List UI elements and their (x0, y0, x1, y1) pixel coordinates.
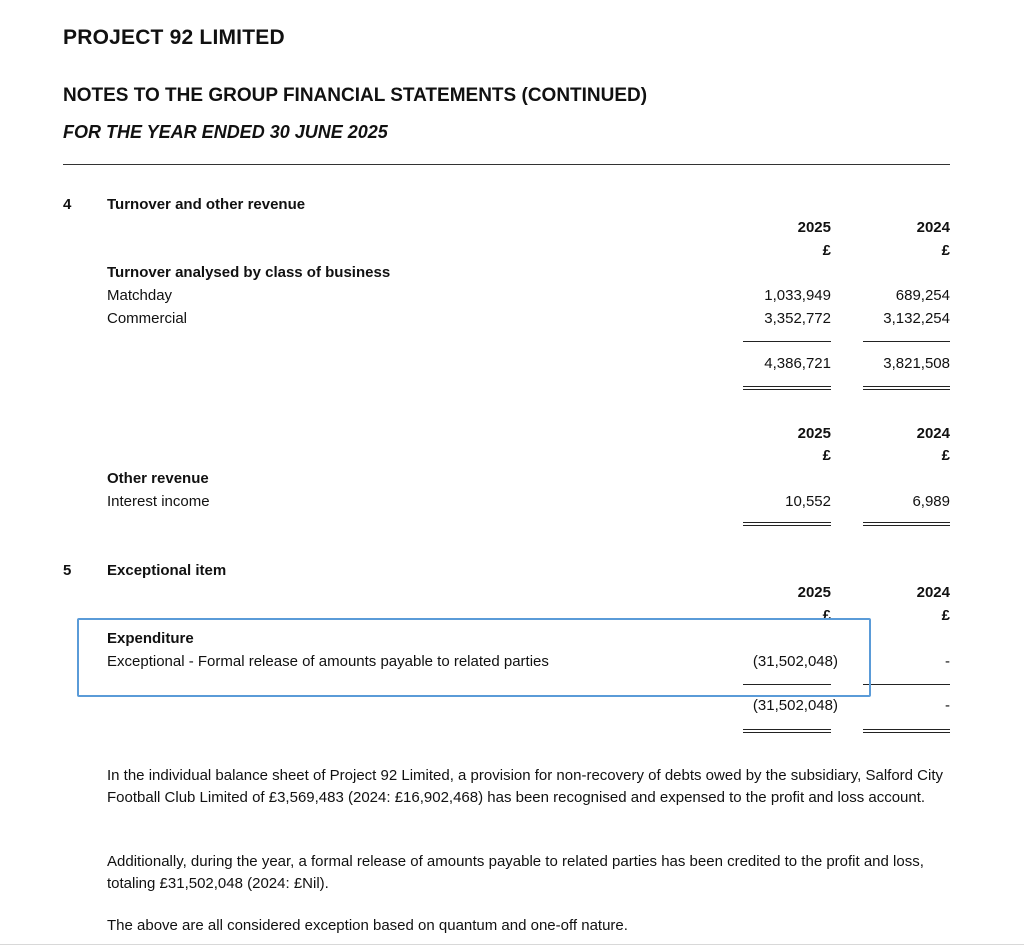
turnover-currency-2024: £ (941, 242, 950, 259)
turnover-year-2024: 2024 (916, 219, 950, 236)
exceptional-double-rule-2025 (743, 729, 831, 733)
exceptional-row-value-2025: (31,502,048) (752, 653, 838, 670)
turnover-total-2025: 4,386,721 (764, 355, 831, 372)
selection-highlight-box (77, 618, 871, 697)
note5-title: Exceptional item (107, 562, 227, 579)
turnover-row-value-2024: 689,254 (895, 287, 950, 304)
turnover-total-2024: 3,821,508 (883, 355, 950, 372)
exceptional-currency-2024: £ (941, 607, 950, 624)
exceptional-subtotal-rule-2024 (863, 684, 950, 685)
note4-title: Turnover and other revenue (107, 196, 306, 213)
other-double-rule-2025 (743, 522, 831, 526)
note4-number: 4 (63, 196, 72, 213)
exceptional-row-label: Exceptional - Formal release of amounts payable to related parties (107, 653, 549, 670)
turnover-currency-2025: £ (822, 242, 831, 259)
exceptional-currency-2025: £ (822, 607, 831, 624)
turnover-row-label: Matchday (107, 287, 173, 304)
other-revenue-heading: Other revenue (107, 470, 209, 487)
turnover-heading: Turnover analysed by class of business (107, 264, 391, 281)
exceptional-total-2025: (31,502,048) (752, 697, 838, 714)
other-currency-2024: £ (941, 447, 950, 464)
subtotal-rule-2025 (743, 341, 831, 342)
exceptional-year-2025: 2025 (797, 584, 831, 601)
period-title: FOR THE YEAR ENDED 30 JUNE 2025 (63, 122, 388, 142)
other-year-2024: 2024 (916, 425, 950, 442)
other-currency-2025: £ (822, 447, 831, 464)
exceptional-year-2024: 2024 (916, 584, 950, 601)
note5-paragraph-provision: In the individual balance sheet of Project 92 Limited, a provision for non-recovery of debts owed by the subsidiary, Salford City Football Club Limited of £3,569,483 (2024: £16,902,468) has been recognised and expensed to the profit and loss account. (107, 767, 944, 806)
turnover-row-value-2025: 3,352,772 (764, 310, 831, 327)
exceptional-double-rule-2024 (863, 729, 950, 733)
company-name: PROJECT 92 LIMITED (63, 26, 285, 49)
total-double-rule-2024 (863, 386, 950, 390)
other-year-2025: 2025 (797, 425, 831, 442)
notes-title: NOTES TO THE GROUP FINANCIAL STATEMENTS (CONTINUED) (63, 85, 648, 106)
expenditure-heading: Expenditure (107, 630, 194, 647)
turnover-row-value-2024: 3,132,254 (883, 310, 950, 327)
note5-number: 5 (63, 562, 72, 579)
page-bottom-edge (0, 944, 1024, 945)
header-divider (63, 164, 950, 165)
turnover-year-2025: 2025 (797, 219, 831, 236)
other-row-value-2025: 10,552 (785, 493, 831, 510)
turnover-row-value-2025: 1,033,949 (764, 287, 831, 304)
other-double-rule-2024 (863, 522, 950, 526)
subtotal-rule-2024 (863, 341, 950, 342)
turnover-row-label: Commercial (107, 310, 188, 327)
exceptional-row-value-2024: - (945, 653, 950, 670)
other-row-value-2024: 6,989 (912, 493, 950, 510)
exceptional-total-2024: - (945, 697, 950, 714)
note5-paragraph-exception: The above are all considered exception based on quantum and one-off nature. (107, 917, 628, 934)
total-double-rule-2025 (743, 386, 831, 390)
note5-paragraph-release: Additionally, during the year, a formal release of amounts payable to related parties has been credited to the profit and loss, totaling £31,502,048 (2024: £Nil). (107, 853, 924, 892)
other-row-label: Interest income (107, 493, 210, 510)
